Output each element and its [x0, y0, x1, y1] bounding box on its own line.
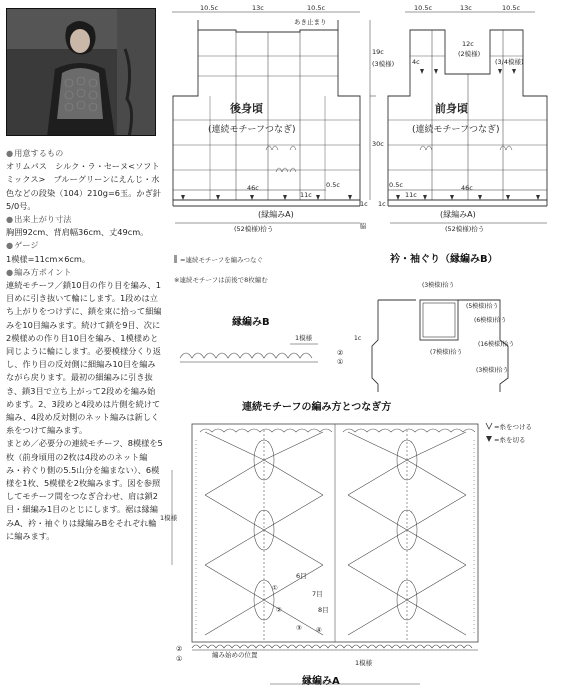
collar-l1: (3模様)拾う	[422, 282, 455, 289]
motif-one-pattern: 1模様	[160, 514, 178, 522]
collar-l3: (6模様)拾う	[474, 317, 507, 324]
size-text: 胸囲92cm、背肩幅36cm、丈49cm。	[6, 227, 149, 238]
front-subtitle: (連続モチーフつなぎ)	[412, 125, 500, 135]
edging-b-one-pattern: 1模様	[295, 334, 313, 342]
edging-a-row1: ①	[176, 655, 183, 663]
back-dim-center: 13c	[252, 4, 264, 12]
points-text: 連続モチーフ／鎖10目の作り目を編み、1目めに引き抜いて輪にします。1段めは立ち上がりをつけずに、鎖を束に拾って細編みを10目編みます。続けて鎖を9目、次に2模様めの作り目10目を編み、1模様めと同じように輪にします。必要模様分くり返し、作り目の反対側に細編み10目を編みながら戻ります。最初の細編みに引き抜き、鎖3目で立ち上がって2段めを編み始めます。2、3段めと4段めは片側を続けて編み、4段め反対側のネット編みは新しく糸をつけて編みます。	[6, 280, 162, 436]
back-hem-count: (52模様)拾う	[234, 225, 274, 233]
back-body-labels	[200, 4, 394, 233]
front-hem-label: (縁編みA)	[440, 210, 476, 219]
motif-row-3: ③	[296, 624, 302, 632]
back-body-diagram	[172, 12, 376, 223]
front-hem-count: (52模様)拾う	[445, 225, 485, 233]
motif-title: 連続モチーフの編み方とつなぎ方	[242, 402, 392, 413]
edging-a-row2: ②	[176, 645, 183, 653]
back-width-46: 46c	[247, 184, 259, 192]
front-neck-2: (2模様)	[458, 50, 481, 58]
front-width-05: 0.5c	[389, 181, 403, 189]
front-neck-4: 4c	[412, 58, 420, 66]
diagram-legend	[174, 255, 268, 284]
front-neck-3-4: (3/4模様)	[495, 58, 524, 66]
motif-legend-join: =糸をつける	[494, 423, 532, 431]
front-dim-left: 10.5c	[414, 4, 433, 12]
edging-a-chart	[192, 645, 478, 650]
front-width-11: 11c	[405, 191, 417, 199]
back-hem-height: 1c	[360, 200, 368, 208]
motif-one-pattern-bottom: 1模様	[355, 659, 373, 667]
motif-label-8: 8目	[318, 606, 329, 614]
motif-legend	[486, 422, 532, 444]
motif-label-7: 7目	[312, 590, 323, 598]
motif-start: 編み始めの位置	[212, 651, 258, 659]
front-title: 前身頃	[435, 102, 468, 115]
size-heading: ● 出来上がり寸法	[6, 213, 163, 226]
motif-row-2: ②	[276, 606, 282, 614]
back-subtitle: (連続モチーフつなぎ)	[208, 125, 296, 135]
collar-l2: (5模様)拾う	[466, 303, 499, 310]
back-height-19: 19c	[372, 48, 384, 56]
motif-row-4: ④	[316, 626, 322, 634]
edging-b-chart	[180, 344, 318, 362]
back-height-30: 30c	[372, 140, 384, 148]
motif-row-1: ①	[272, 584, 278, 592]
front-body-labels	[378, 4, 524, 233]
materials-heading: ● 用意するもの	[6, 147, 163, 160]
front-hem-height: 1c	[378, 200, 386, 208]
front-neck-12: 12c	[462, 40, 474, 48]
edging-b-row2: ②	[337, 349, 344, 357]
back-hem-label: (縁編みA)	[258, 210, 294, 219]
back-side: 脇	[360, 222, 367, 230]
back-dim-left: 10.5c	[200, 4, 219, 12]
legend-line-1: =連続モチーフを編みつなぐ	[180, 256, 263, 264]
edging-b-row1: ①	[337, 358, 344, 366]
points-heading: ● 編み方ポイント	[6, 266, 163, 279]
front-width-46: 46c	[461, 184, 473, 192]
collar-l6: (3模様)拾う	[476, 367, 509, 374]
back-width-05: 0.5c	[326, 181, 340, 189]
back-width-11: 11c	[300, 191, 312, 199]
back-title: 後身頃	[230, 102, 263, 115]
materials-text: オリムパス シルク・ラ・セーヌ<ソフトミックス> ブルーグリーンにえんじ・水色などの段染（104）210g=6玉。かぎ針5/0号。	[6, 161, 161, 211]
collar-title: 衿・袖ぐり（縁編みB）	[390, 254, 498, 265]
points-text-2: まとめ／必要分の連続モチーフ、8模様を5枚（前身頃用の2枚は4段めのネット編み・衿ぐり側の5.5山分を編まない）、6模様を1枚、5模様を2枚編みます。図を参照してモチーフ間をつなぎ合わせ、肩は鎖2目・細編み1目のとじにします。裾は縁編みA、衿・袖ぐりは縁編みBをそれぞれ輪に編みます。	[6, 438, 163, 541]
collar-l4: (7模様)拾う	[430, 349, 463, 356]
back-dim-right: 10.5c	[307, 4, 326, 12]
legend-line-2: ※連続モチーフは前後で8枚編む	[174, 276, 268, 284]
back-height-3: (3模様)	[372, 60, 395, 68]
motif-legend-cut: =糸を切る	[494, 436, 526, 444]
collar-l5: (16模様)拾う	[478, 341, 515, 348]
edging-b-title: 縁編みB	[232, 317, 270, 328]
gauge-text: 1模様=11cm×6cm。	[6, 253, 91, 264]
edging-a-title: 縁編みA	[302, 676, 340, 687]
back-akidomari: あき止まり	[294, 18, 327, 26]
front-dim-right: 10.5c	[502, 4, 521, 12]
collar-1c: 1c	[354, 335, 362, 342]
front-dim-center: 13c	[460, 4, 472, 12]
gauge-heading: ● ゲージ	[6, 239, 163, 252]
motif-label-6: 6目	[296, 572, 307, 580]
